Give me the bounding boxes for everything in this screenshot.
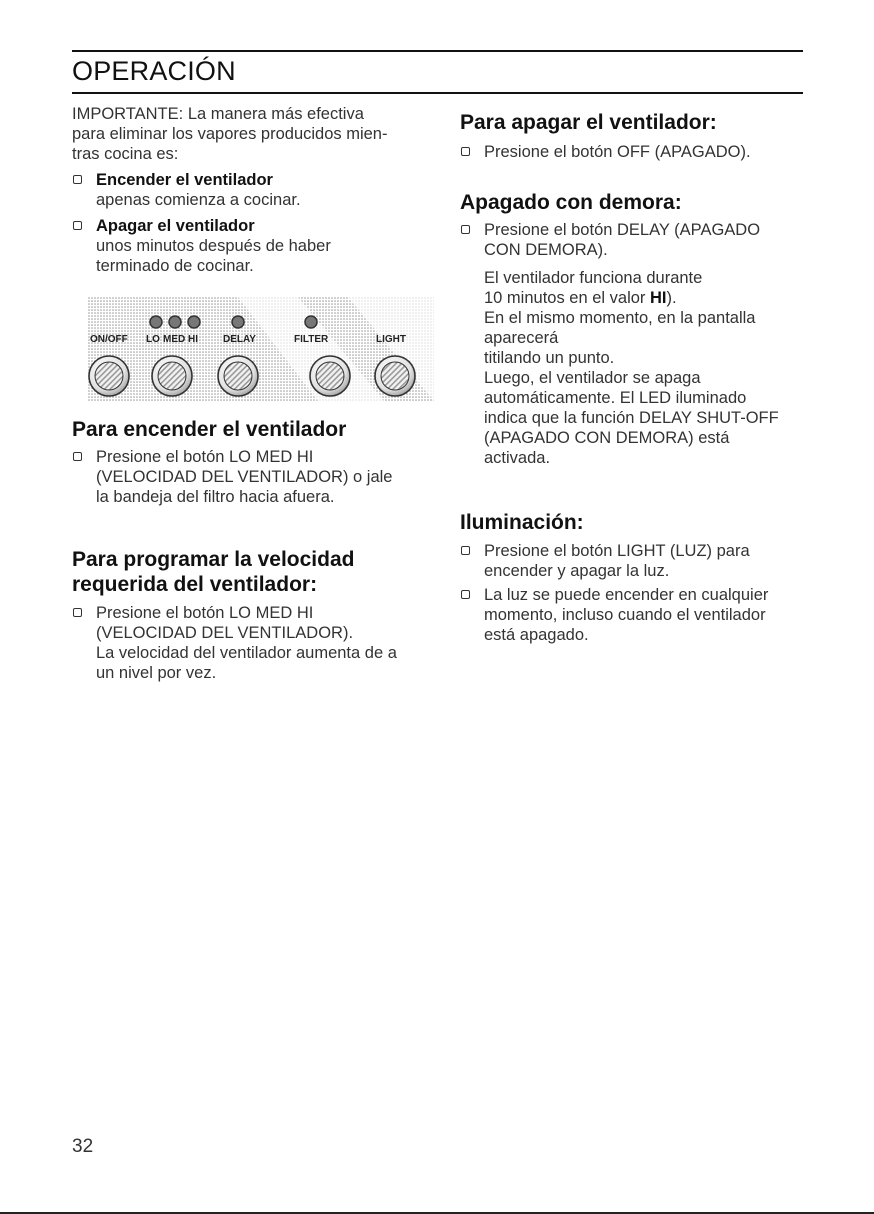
filter-knob-icon [310, 356, 350, 396]
instruction-line: indica que la función DELAY SHUT-OFF [484, 409, 779, 427]
checkbox-icon [73, 452, 82, 461]
checkbox-icon [461, 590, 470, 599]
section-heading-off: Para apagar el ventilador: [460, 111, 717, 134]
label-hi: HI [188, 334, 198, 345]
checkbox-icon [73, 175, 82, 184]
checkbox-icon [461, 225, 470, 234]
left-column [72, 104, 424, 276]
instruction-line: (VELOCIDAD DEL VENTILADOR) o jale [96, 468, 393, 486]
instruction-line: activada. [484, 449, 551, 467]
checkbox-icon [73, 221, 82, 230]
tip-detail: apenas comienza a cocinar. [96, 191, 301, 209]
section-heading-on: Para encender el ventilador [72, 418, 347, 441]
control-panel-illustration [88, 297, 434, 401]
instruction-line: momento, incluso cuando el ventilador [484, 606, 766, 624]
bold-value: HI [650, 289, 667, 307]
instruction-line: encender y apagar la luz. [484, 562, 670, 580]
tip-detail: terminado de cocinar. [96, 257, 254, 275]
led-hi-icon [188, 316, 200, 328]
light-knob-icon [375, 356, 415, 396]
instruction-line: titilando un punto. [484, 349, 615, 367]
led-med-icon [169, 316, 181, 328]
label-onoff: ON/OFF [90, 334, 128, 345]
instruction-line: un nivel por vez. [96, 664, 217, 682]
label-lo: LO [146, 334, 160, 345]
page-title: OPERACIÓN [72, 56, 236, 86]
instruction-item: Presione el botón OFF (APAGADO). [460, 142, 805, 162]
page-number: 32 [72, 1136, 94, 1157]
fan-speed-knob-icon [152, 356, 192, 396]
instruction-line: la bandeja del filtro hacia afuera. [96, 488, 335, 506]
instruction-line: 10 minutos en el valor HI). [484, 289, 677, 307]
control-panel-svg [88, 297, 434, 401]
tip-title: Encender el ventilador [96, 171, 273, 189]
instruction-item: La luz se puede encender en cualquier [460, 585, 805, 605]
section-heading-speed-2: requerida del ventilador: [72, 573, 318, 596]
instruction-item: Presione el botón LIGHT (LUZ) para [460, 541, 805, 561]
left-column-lower [72, 417, 424, 683]
instruction-line: está apagado. [484, 626, 589, 644]
tip-item-off [72, 216, 424, 236]
label-light: LIGHT [376, 334, 406, 345]
checkbox-icon [461, 147, 470, 156]
instruction-line: aparecerá [484, 329, 559, 347]
instruction-line: automáticamente. El LED iluminado [484, 389, 747, 407]
section-heading-speed: Para programar la velocidad [72, 548, 355, 571]
checkbox-icon [73, 608, 82, 617]
intro-line-2: para eliminar los vapores producidos mien- [72, 125, 388, 143]
label-delay: DELAY [223, 334, 256, 345]
intro-line-1: IMPORTANTE: La manera más efectiva [72, 105, 364, 123]
instruction-line: La velocidad del ventilador aumenta de a [96, 644, 397, 662]
instruction-line: CON DEMORA). [484, 241, 608, 259]
top-rule [72, 50, 803, 52]
led-lo-icon [150, 316, 162, 328]
section-heading-light: Iluminación: [460, 511, 584, 534]
instruction-line: (VELOCIDAD DEL VENTILADOR). [96, 624, 354, 642]
instruction-item: Presione el botón DELAY (APAGADO [460, 220, 805, 240]
label-med: MED [163, 334, 186, 345]
instruction-line: Luego, el ventilador se apaga [484, 369, 701, 387]
title-underline [72, 92, 803, 94]
instruction-item: Presione el botón LO MED HI [72, 603, 424, 623]
tip-title: Apagar el ventilador [96, 217, 255, 235]
instruction-line: (APAGADO CON DEMORA) está [484, 429, 730, 447]
label-filter: FILTER [294, 334, 329, 345]
instruction-line: En el mismo momento, en la pantalla [484, 309, 756, 327]
tip-detail: unos minutos después de haber [96, 237, 331, 255]
instruction-item: Presione el botón LO MED HI [72, 447, 424, 467]
instruction-line: El ventilador funciona durante [484, 269, 703, 287]
onoff-knob-icon [89, 356, 129, 396]
right-column [460, 104, 805, 645]
delay-knob-icon [218, 356, 258, 396]
tip-item-on [72, 170, 424, 190]
intro-line-3: tras cocina es: [72, 145, 179, 163]
checkbox-icon [461, 546, 470, 555]
led-delay-icon [232, 316, 244, 328]
led-filter-icon [305, 316, 317, 328]
section-heading-delay: Apagado con demora: [460, 191, 682, 214]
